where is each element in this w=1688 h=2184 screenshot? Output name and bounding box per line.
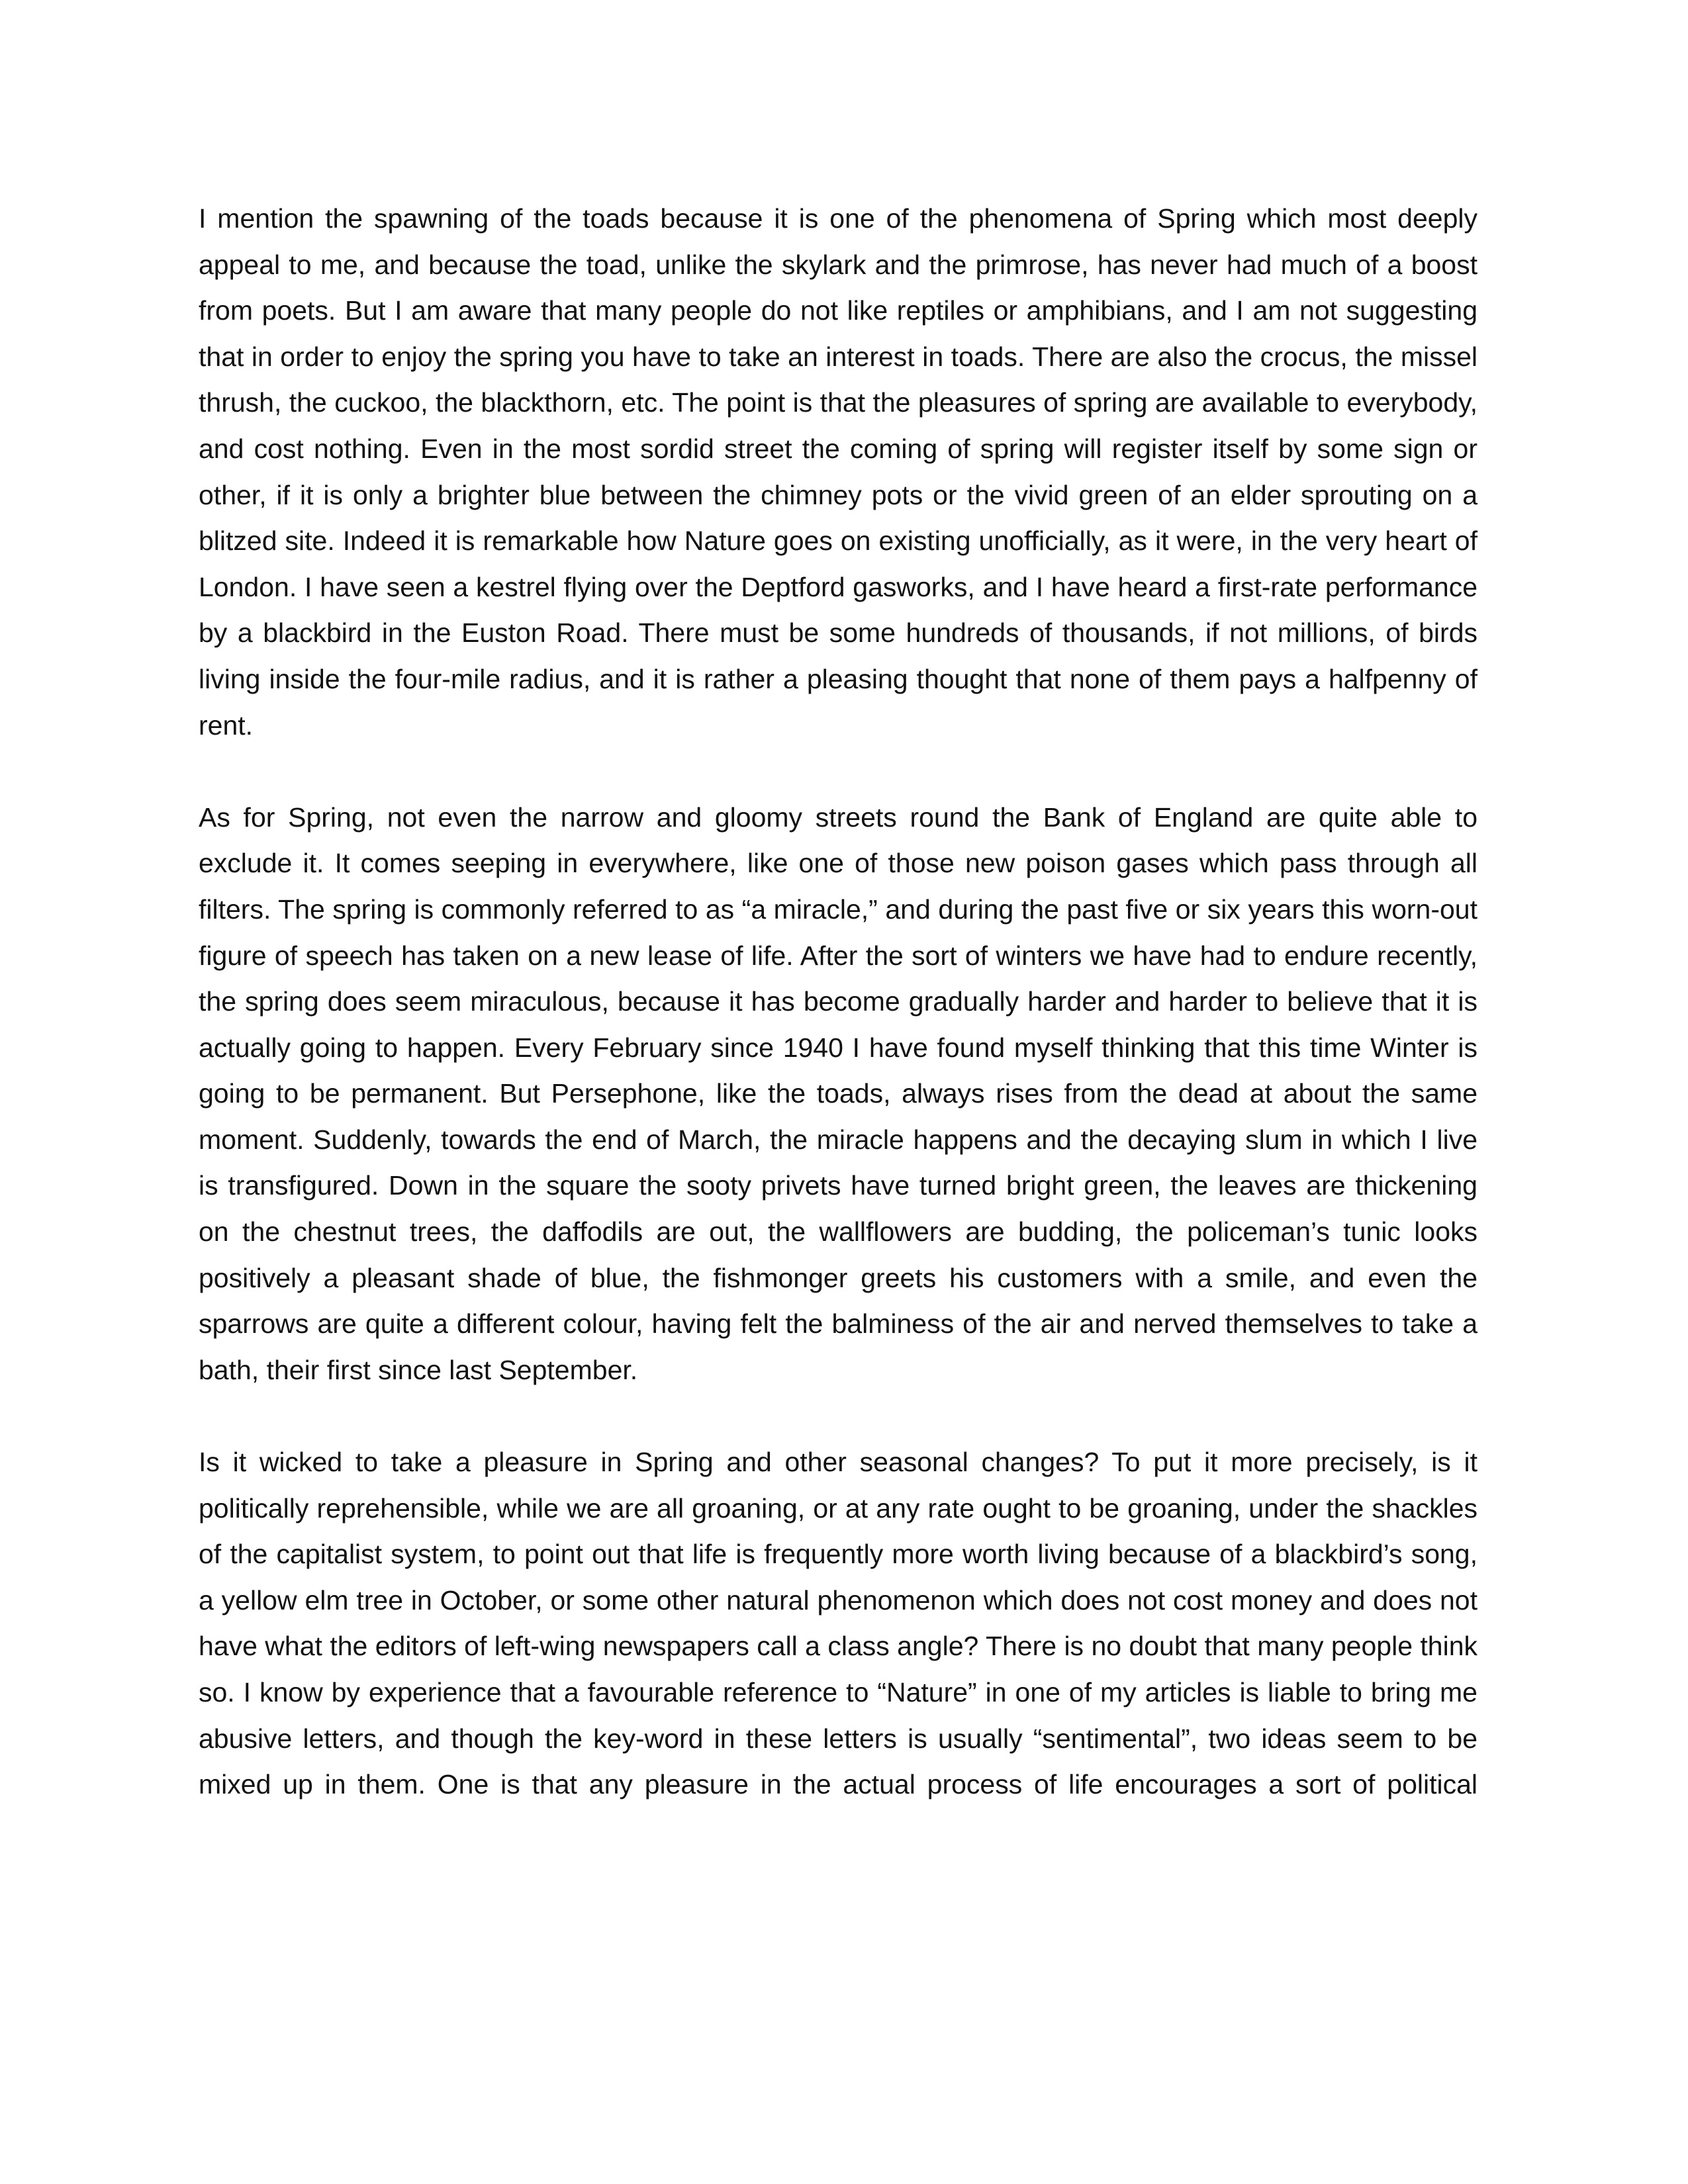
body-text — [199, 196, 1477, 1808]
paragraph-3: Is it wicked to take a pleasure in Spring and other seasonal changes? To put it more precisely, is it politically reprehensible, while we are all groaning, or at any rate ought to be groaning, under the shackles of the capitalist system, to point out that life is frequently more worth living because of a blackbird’s song, a yellow elm tree in October, or some other natural phenomenon which does not cost money and does not have what the editors of left-wing newspapers call a class angle? There is no doubt that many people think so. I know by experience that a favourable reference to “Nature” in one of my articles is liable to bring me abusive letters, and though the key-word in these letters is usually “sentimental”, two ideas seem to be mixed up in them. One is that any pleasure in the actual process of life encourages a sort of political — [199, 1447, 1477, 1800]
paragraph-1: I mention the spawning of the toads because it is one of the phenomena of Spring which most deeply appeal to me, and because the toad, unlike the skylark and the primrose, has never had much of a boost from poets. But I am aware that many people do not like reptiles or amphibians, and I am not suggesting that in order to enjoy the spring you have to take an interest in toads. There are also the crocus, the missel thrush, the cuckoo, the blackthorn, etc. The point is that the pleasures of spring are available to everybody, and cost nothing. Even in the most sordid street the coming of spring will register itself by some sign or other, if it is only a brighter blue between the chimney pots or the vivid green of an elder sprouting on a blitzed site. Indeed it is remarkable how Nature goes on existing unofficially, as it were, in the very heart of London. I have seen a kestrel flying over the Deptford gasworks, and I have heard a first-rate performance by a blackbird in the Euston Road. There must be some hundreds of thousands, if not millions, of birds living inside the four-mile radius, and it is rather a pleasing thought that none of them pays a halfpenny of rent. — [199, 203, 1477, 741]
paragraph-2: As for Spring, not even the narrow and gloomy streets round the Bank of England are quite able to exclude it. It comes seeping in everywhere, like one of those new poison gases which pass through all filters. The spring is commonly referred to as “a miracle,” and during the past five or six years this worn-out figure of speech has taken on a new lease of life. After the sort of winters we have had to endure recently, the spring does seem miraculous, because it has become gradually harder and harder to believe that it is actually going to happen. Every February since 1940 I have found myself thinking that this time Winter is going to be permanent. But Persephone, like the toads, always rises from the dead at about the same moment. Suddenly, towards the end of March, the miracle happens and the decaying slum in which I live is transfigured. Down in the square the sooty privets have turned bright green, the leaves are thickening on the chestnut trees, the daffodils are out, the wallflowers are budding, the policeman’s tunic looks positively a pleasant shade of blue, the fishmonger greets his customers with a smile, and even the sparrows are quite a different colour, having felt the balminess of the air and nerved themselves to take a bath, their first since last September. — [199, 801, 1477, 1385]
